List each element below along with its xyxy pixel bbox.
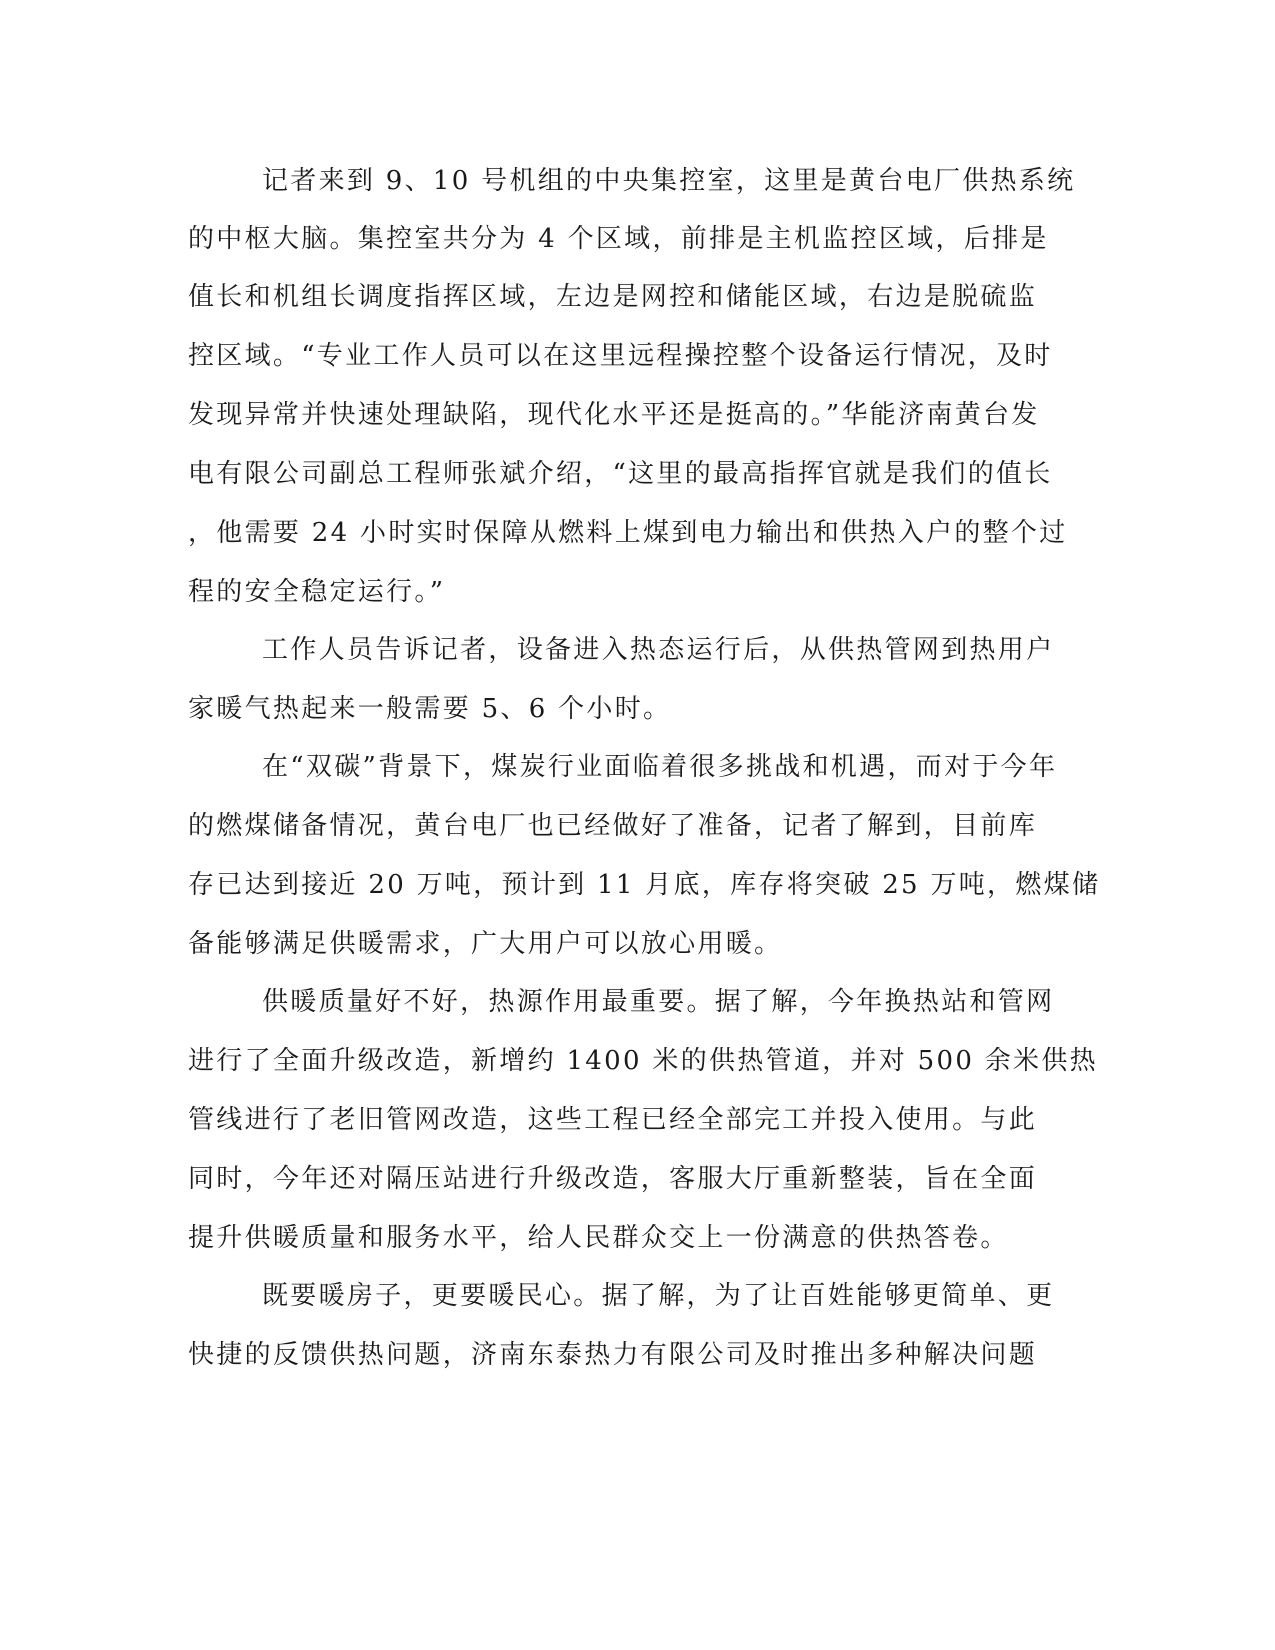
text-line: 既要暖房子，更要暖民心。据了解，为了让百姓能够更简单、更 — [262, 1281, 1055, 1311]
text-line: 工作人员告诉记者，设备进入热态运行后，从供热管网到热用户 — [262, 635, 1055, 665]
text-line: 值长和机组长调度指挥区域，左边是网控和储能区域，右边是脱硫监 — [188, 282, 1038, 312]
text-line: ，他需要 24 小时实时保障从燃料上煤到电力输出和供热入户的整个过 — [188, 518, 1068, 548]
text-line: 备能够满足供暖需求，广大用户可以放心用暖。 — [188, 929, 783, 959]
text-line: 的中枢大脑。集控室共分为 4 个区域，前排是主机监控区域，后排是 — [188, 224, 1049, 254]
text-line: 提升供暖质量和服务水平，给人民群众交上一份满意的供热答卷。 — [188, 1223, 1009, 1253]
text-line: 记者来到 9、10 号机组的中央集控室，这里是黄台电厂供热系统 — [262, 166, 1076, 196]
text-line: 同时，今年还对隔压站进行升级改造，客服大厅重新整装，旨在全面 — [188, 1164, 1038, 1194]
text-line: 快捷的反馈供热问题，济南东泰热力有限公司及时推出多种解决问题 — [188, 1340, 1038, 1370]
text-line: 发现异常并快速处理缺陷，现代化水平还是挺高的。”华能济南黄台发 — [188, 400, 1040, 430]
text-line: 电有限公司副总工程师张斌介绍，“这里的最高指挥官就是我们的值长 — [188, 459, 1053, 489]
text-line: 存已达到接近 20 万吨，预计到 11 月底，库存将突破 25 万吨，燃煤储 — [188, 870, 1101, 900]
text-line: 控区域。“专业工作人员可以在这里远程操控整个设备运行情况，及时 — [188, 341, 1053, 371]
text-line: 供暖质量好不好，热源作用最重要。据了解，今年换热站和管网 — [262, 987, 1055, 1017]
text-line: 管线进行了老旧管网改造，这些工程已经全部完工并投入使用。与此 — [188, 1105, 1038, 1135]
text-line: 在“双碳”背景下，煤炭行业面临着很多挑战和机遇，而对于今年 — [262, 752, 1058, 782]
text-line: 进行了全面升级改造，新增约 1400 米的供热管道，并对 500 余米供热 — [188, 1046, 1098, 1076]
text-line: 的燃煤储备情况，黄台电厂也已经做好了准备，记者了解到，目前库 — [188, 811, 1038, 841]
text-line: 家暖气热起来一般需要 5、6 个小时。 — [188, 694, 672, 724]
text-line: 程的安全稳定运行。” — [188, 577, 446, 607]
